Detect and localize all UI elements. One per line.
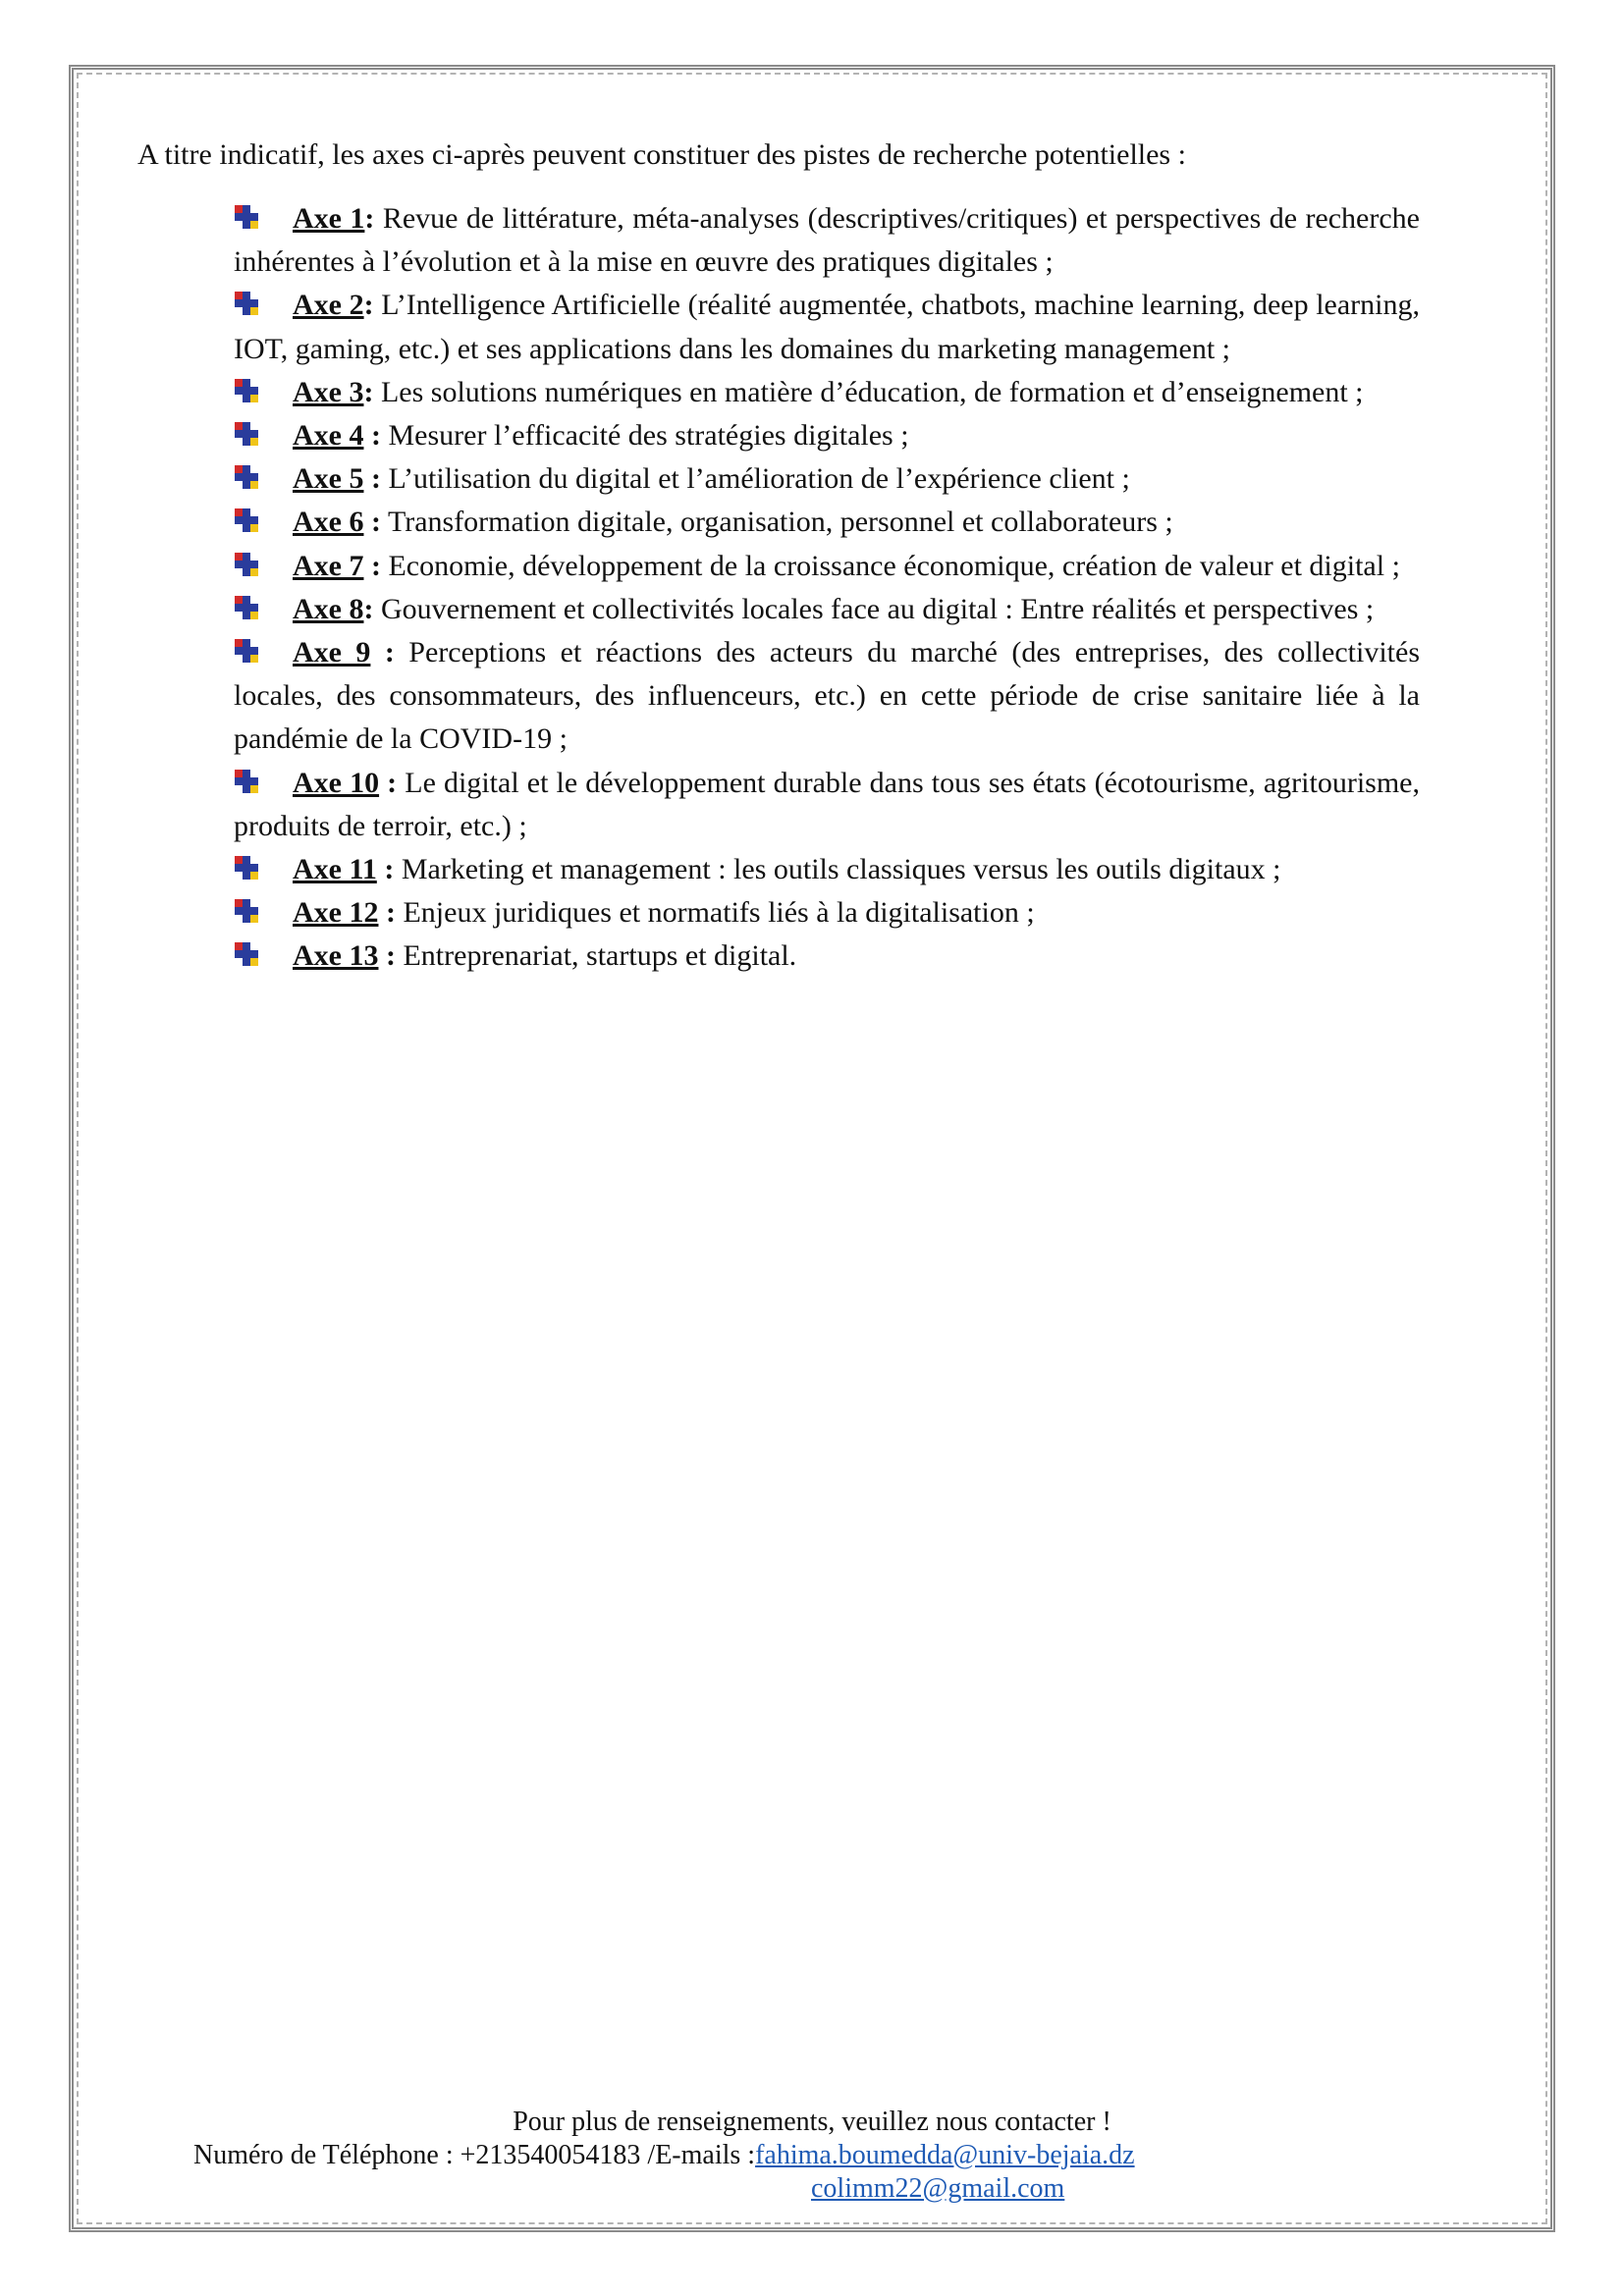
list-item bbox=[234, 457, 1420, 501]
intro-paragraph: A titre indicatif, les axes ci-après peuvent constituer des pistes de recherche potentielles : bbox=[137, 138, 1186, 171]
arrow-down-bullet-icon bbox=[234, 769, 259, 794]
axe-colon: : bbox=[378, 939, 396, 973]
axe-colon: : bbox=[364, 202, 375, 235]
axe-number: Axe 2 bbox=[293, 289, 364, 322]
list-item bbox=[234, 934, 1420, 978]
axe-text: Marketing et management : les outils classiques versus les outils digitaux ; bbox=[394, 853, 1281, 886]
axe-text: Le digital et le développement durable dans tous ses états (écotourisme, agritourisme, produits de terroir, etc.) ; bbox=[234, 766, 1420, 842]
axes-list bbox=[234, 197, 1420, 979]
axe-colon: : bbox=[363, 592, 374, 625]
arrow-down-bullet-icon bbox=[234, 507, 259, 533]
axe-text: L’utilisation du digital et l’amélioration de l’expérience client ; bbox=[380, 462, 1130, 496]
arrow-down-bullet-icon bbox=[234, 595, 259, 620]
arrow-down-bullet-icon bbox=[234, 638, 259, 664]
arrow-down-bullet-icon bbox=[234, 204, 259, 230]
axe-number: Axe 8 bbox=[293, 592, 364, 625]
footer-phone-text: Numéro de Téléphone : +213540054183 /E-mails : bbox=[193, 2140, 756, 2170]
axe-colon: : bbox=[363, 419, 381, 453]
footer-email-line bbox=[811, 2171, 1064, 2207]
axe-colon: : bbox=[363, 506, 381, 539]
axe-number: Axe 6 bbox=[293, 506, 364, 539]
arrow-down-bullet-icon bbox=[234, 464, 259, 490]
axe-colon: : bbox=[370, 636, 395, 669]
arrow-down-bullet-icon bbox=[234, 552, 259, 577]
list-item bbox=[234, 197, 1420, 284]
axe-number: Axe 5 bbox=[293, 462, 364, 496]
list-item bbox=[234, 414, 1420, 457]
arrow-down-bullet-icon bbox=[234, 378, 259, 403]
footer-phone-line bbox=[193, 2138, 1135, 2173]
axe-colon: : bbox=[363, 289, 374, 322]
list-item bbox=[234, 545, 1420, 588]
axe-colon: : bbox=[378, 896, 396, 930]
axe-number: Axe 10 bbox=[293, 766, 380, 799]
axe-colon: : bbox=[363, 462, 381, 496]
axe-colon: : bbox=[376, 853, 395, 886]
list-item bbox=[234, 891, 1420, 934]
axe-number: Axe 1 bbox=[293, 202, 365, 235]
list-item bbox=[234, 371, 1420, 414]
list-item bbox=[234, 588, 1420, 631]
axe-number: Axe 12 bbox=[293, 896, 379, 930]
axe-text: Revue de littérature, méta-analyses (descriptives/critiques) et perspectives de recherche inhérentes à l’évolution et à la mise en œuvre des pratiques digitales ; bbox=[234, 202, 1420, 279]
list-item bbox=[234, 762, 1420, 848]
axe-text: Les solutions numériques en matière d’éducation, de formation et d’enseignement ; bbox=[373, 375, 1364, 408]
footer-contact-text: Pour plus de renseignements, veuillez nous contacter ! bbox=[513, 2107, 1111, 2137]
axe-colon: : bbox=[363, 375, 374, 408]
email-link-gmail[interactable]: colimm22@gmail.com bbox=[811, 2173, 1065, 2204]
axe-number: Axe 13 bbox=[293, 939, 379, 973]
axe-number: Axe 3 bbox=[293, 375, 364, 408]
axe-text: Enjeux juridiques et normatifs liés à la digitalisation ; bbox=[395, 896, 1035, 930]
arrow-down-bullet-icon bbox=[234, 421, 259, 447]
axe-text: Transformation digitale, organisation, personnel et collaborateurs ; bbox=[380, 506, 1173, 539]
axe-text: Mesurer l’efficacité des stratégies digitales ; bbox=[380, 419, 909, 453]
arrow-down-bullet-icon bbox=[234, 291, 259, 316]
axe-colon: : bbox=[379, 766, 398, 799]
axe-text: Entreprenariat, startups et digital. bbox=[395, 939, 797, 973]
axe-colon: : bbox=[363, 549, 381, 582]
list-item bbox=[234, 848, 1420, 891]
list-item bbox=[234, 631, 1420, 762]
axe-text: Economie, développement de la croissance économique, création de valeur et digital ; bbox=[380, 549, 1400, 582]
list-item bbox=[234, 284, 1420, 370]
email-link-univ[interactable]: fahima.boumedda@univ-bejaia.dz bbox=[755, 2140, 1135, 2170]
axe-number: Axe 7 bbox=[293, 549, 364, 582]
axe-text: Perceptions et réactions des acteurs du marché (des entreprises, des collectivités locales, des consommateurs, des influenceurs, etc.) en cette période de crise sanitaire liée à la pandémie de la COVID-19 ; bbox=[234, 636, 1421, 756]
axe-number: Axe 4 bbox=[293, 419, 364, 453]
axe-text: Gouvernement et collectivités locales face au digital : Entre réalités et perspectives ; bbox=[373, 592, 1375, 625]
list-item bbox=[234, 501, 1420, 544]
axe-number: Axe 9 bbox=[293, 636, 371, 669]
arrow-down-bullet-icon bbox=[234, 898, 259, 924]
arrow-down-bullet-icon bbox=[234, 941, 259, 967]
arrow-down-bullet-icon bbox=[234, 855, 259, 881]
axe-number: Axe 11 bbox=[293, 853, 377, 886]
axe-text: L’Intelligence Artificielle (réalité augmentée, chatbots, machine learning, deep learning, IOT, gaming, etc.) et ses applications dans les domaines du marketing management ; bbox=[234, 289, 1420, 365]
